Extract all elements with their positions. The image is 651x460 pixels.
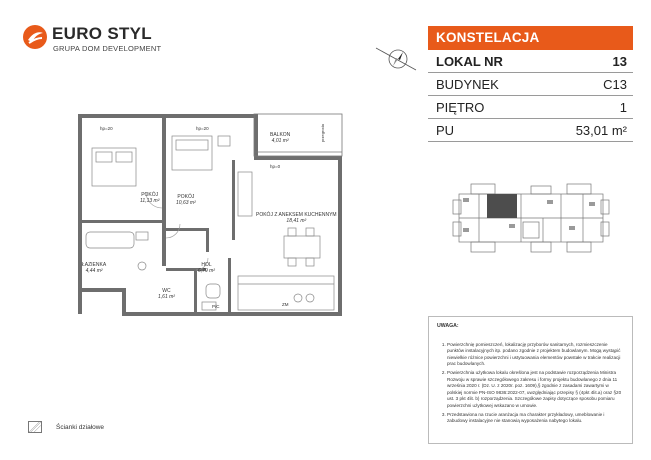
room-pokoj-1 [140, 192, 159, 204]
room-area: 4,01 m² [271, 138, 289, 144]
note-item: 3. Przedstawiona na rzucie aranżacja ma charakter przykładowy, umeblowanie i zabudowy instalacyjne nie stanowią wyposażenia nabytego lokalu. [447, 412, 624, 425]
compass-icon [372, 42, 418, 76]
room-salon [256, 212, 337, 224]
panel-row-pu [428, 119, 633, 142]
zm-label: ZM [282, 302, 289, 307]
partition-hatch-icon [28, 421, 42, 433]
row-label: PIĘTRO [436, 99, 485, 115]
notes-box [428, 316, 633, 444]
panel-row-budynek [428, 73, 633, 96]
highlighted-unit [487, 194, 517, 218]
room-hol [198, 262, 215, 274]
row-value: 53,01 m² [575, 122, 627, 138]
eurostyl-logo-icon [22, 24, 48, 50]
room-name: ŁAZIENKA [82, 262, 107, 268]
notes-list [437, 342, 624, 425]
room-pokoj-2 [176, 194, 196, 206]
room-area: 18,41 m² [286, 218, 307, 224]
info-panel [428, 26, 633, 142]
note-item: 2. Powierzchnia użytkowa lokalu określona jest na podstawie rozporządzenia Ministra Rozwoju w sprawie szczegółowego zakresu i formy projektu budowlanego z dnia 11 września 2020 r. (Dz. U. z 2020r. poz. 1609),§ zgodnie z zasadami zawartymi w polskiej normie PN-ISO 9836:2022-07, uwzględniając przepisy § (4pkt 4lit.a) oraz §20 ust. 3 pkt 4lit. b) rozporządzenia. Szczegółowe zapisy dotyczące sposobu pomiaru powierzchni użytkowej wskazano w umowie. [447, 370, 624, 410]
row-label: LOKAL NR [436, 53, 503, 69]
room-name: POKÓJ [141, 192, 159, 198]
room-name: WC [162, 288, 171, 294]
panel-row-lokal [428, 50, 633, 73]
panel-row-pietro [428, 96, 633, 119]
notes-title: UWAGA: [437, 323, 459, 329]
floor-key-plan [451, 178, 611, 260]
room-area: 10,63 m² [176, 200, 196, 206]
floor-plan [78, 108, 348, 326]
hp-mark-3: hp=0 [270, 164, 281, 169]
room-area: 4,44 m² [85, 268, 103, 274]
hp-mark-2: hp=20 [196, 126, 209, 131]
room-balkon [270, 132, 290, 144]
brand-subtitle: GRUPA DOM DEVELOPMENT [53, 44, 162, 53]
przegroda-label: przegroda [320, 123, 326, 143]
row-label: BUDYNEK [436, 76, 499, 92]
room-name: POKÓJ [177, 194, 195, 200]
room-name: HOL [201, 262, 212, 268]
room-area: 6,79 m² [198, 268, 215, 274]
row-value: 13 [612, 53, 627, 69]
legend [28, 421, 104, 433]
room-name: POKÓJ Z ANEKSEM KUCHENNYM [256, 212, 337, 218]
panel-header: KONSTELACJA [428, 26, 633, 50]
row-value: C13 [603, 76, 627, 92]
room-wc [158, 288, 175, 300]
hp-mark-1: hp=20 [100, 126, 113, 131]
row-value: 1 [619, 99, 627, 115]
room-name: BALKON [270, 132, 291, 138]
brand-logo [22, 22, 182, 62]
note-item: 1. Powierzchnię pomieszczeń, lokalizację przyborów sanitarnych, rozmieszczenie punktów instalacyjnych itp. podano zgodnie z projektem budowlanym. Mogą wystąpić niewielkie różnice powierzchni i ustytuowania elementów powstałe w trakcie realizacji prac budowlanych. [447, 342, 624, 368]
room-lazienka [82, 262, 106, 274]
room-area: 1,61 m² [158, 294, 175, 300]
row-label: PU [436, 122, 455, 138]
brand-name: EURO STYL [52, 24, 152, 43]
room-area: 11,13 m² [140, 198, 160, 204]
pc-label: P/C [212, 304, 220, 309]
legend-label: Ścianki działowe [56, 423, 105, 431]
